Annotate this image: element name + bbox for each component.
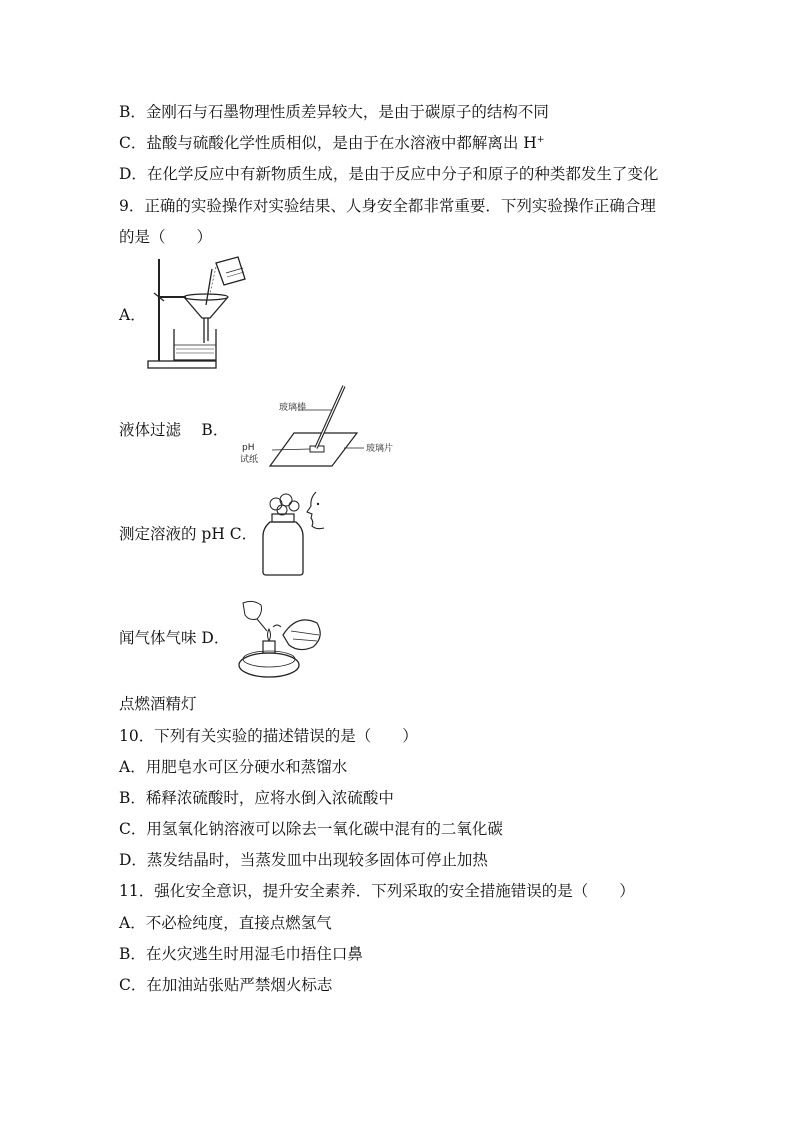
q8-option-c-text: C．盐酸与硫酸化学性质相似，是由于在水溶液中都解离出 H bbox=[119, 134, 537, 152]
q9-option-a-label: A． bbox=[119, 306, 146, 324]
label-test-paper: 试纸 bbox=[240, 455, 259, 465]
q11-stem: 11．强化安全意识，提升安全素养．下列采取的安全措施错误的是（ ） bbox=[119, 882, 635, 900]
q10-option-b: B．稀释浓硫酸时，应将水倒入浓硫酸中 bbox=[119, 789, 394, 807]
q9-option-b-caption-c-label: 测定溶液的 pH C． bbox=[119, 525, 258, 543]
label-ph: pH bbox=[242, 443, 255, 453]
label-glass-plate: 玻璃片 bbox=[366, 444, 394, 454]
q9-option-a-caption-b-label: 液体过滤 B． bbox=[119, 421, 229, 439]
figure-liquid-filtration bbox=[146, 255, 251, 375]
q9-stem-line1: 9．正确的实验操作对实验结果、人身安全都非常重要．下列实验操作正确合理 bbox=[119, 197, 656, 215]
q11-option-c: C．在加油站张贴严禁烟火标志 bbox=[119, 976, 333, 994]
label-glass-rod: 玻璃棒 bbox=[279, 403, 307, 413]
q9-option-c-caption-d-label: 闻气体气味 D． bbox=[119, 629, 230, 647]
q10-option-c: C．用氢氧化钠溶液可以除去一氧化碳中混有的二氧化碳 bbox=[119, 820, 503, 838]
q8-option-b: B．金刚石与石墨物理性质差异较大，是由于碳原子的结构不同 bbox=[119, 103, 549, 121]
q9-stem-line2: 的是（ ） bbox=[119, 228, 213, 246]
figure-ph-test bbox=[232, 378, 407, 473]
q8-option-c-superscript: + bbox=[536, 134, 545, 145]
q9-option-d-caption: 点燃酒精灯 bbox=[119, 695, 197, 713]
q10-option-d: D．蒸发结晶时，当蒸发皿中出现较多固体可停止加热 bbox=[119, 851, 488, 869]
figure-smell-gas bbox=[258, 490, 338, 580]
figure-alcohol-lamp bbox=[233, 595, 333, 685]
q8-option-c bbox=[119, 133, 544, 153]
q10-stem: 10．下列有关实验的描述错误的是（ ） bbox=[119, 727, 418, 745]
q10-option-a: A．用肥皂水可区分硬水和蒸馏水 bbox=[119, 758, 348, 776]
q11-option-a: A．不必检纯度，直接点燃氢气 bbox=[119, 914, 332, 932]
q11-option-b: B．在火灾逃生时用湿毛巾捂住口鼻 bbox=[119, 945, 363, 963]
q8-option-d: D．在化学反应中有新物质生成，是由于反应中分子和原子的种类都发生了变化 bbox=[119, 165, 659, 183]
